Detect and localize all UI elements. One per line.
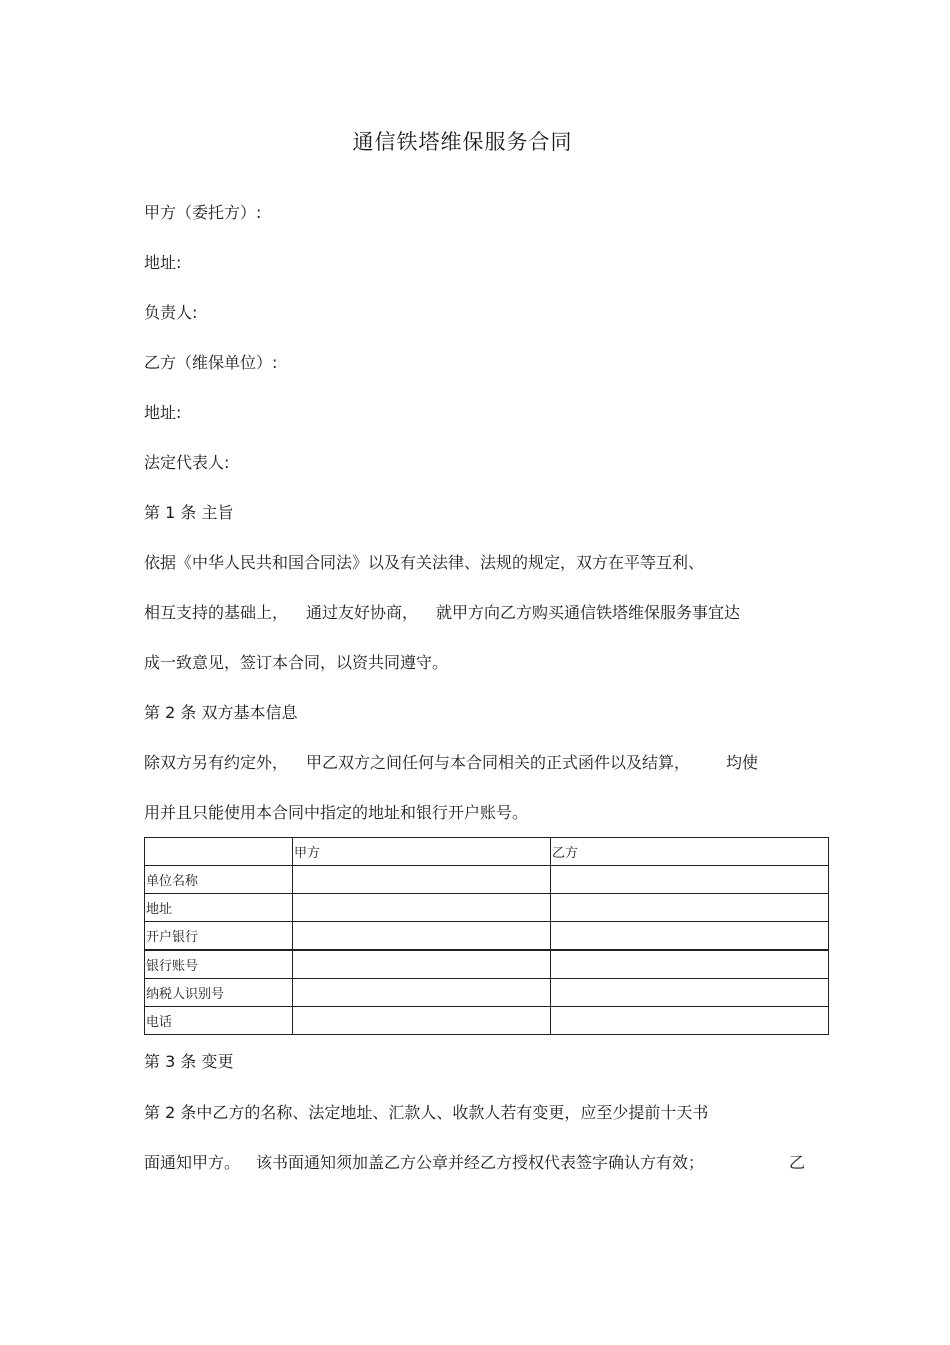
article-3-line-2-seg-1: 面通知甲方。 — [144, 1153, 241, 1172]
party-info-table — [144, 837, 829, 1035]
table-row-label: 纳税人识别号 — [145, 979, 293, 1007]
table-cell — [551, 1007, 829, 1035]
article-3-line-2 — [144, 1151, 844, 1175]
table-cell — [551, 950, 829, 979]
article-2-line-1 — [144, 751, 758, 775]
article-2-line-2: 用并且只能使用本合同中指定的地址和银行开户账号。 — [144, 803, 529, 822]
table-row-label: 单位名称 — [145, 866, 293, 894]
table-header-party-b: 乙方 — [551, 838, 829, 866]
article-2-line-1-seg-1: 除双方另有约定外， — [144, 753, 289, 772]
table-row — [145, 894, 829, 922]
table-header-row — [145, 838, 829, 866]
article-2-heading: 第 2 条 双方基本信息 — [144, 703, 298, 722]
party-a-person-label: 负责人: — [144, 303, 198, 322]
article-3-line-1: 第 2 条中乙方的名称、法定地址、汇款人、收款人若有变更，应至少提前十天书 — [144, 1103, 709, 1122]
table-row — [145, 922, 829, 951]
article-1-line-1: 依据《中华人民共和国合同法》以及有关法律、法规的规定，双方在平等互利、 — [144, 553, 705, 572]
article-1-line-2-seg-2: 通过友好协商， — [306, 603, 419, 622]
table-cell — [551, 979, 829, 1007]
article-3-heading: 第 3 条 变更 — [144, 1052, 234, 1071]
table-row — [145, 1007, 829, 1035]
table-row — [145, 866, 829, 894]
party-a-address-label: 地址: — [144, 253, 182, 272]
table-header-party-a: 甲方 — [293, 838, 551, 866]
table-cell — [551, 922, 829, 951]
party-b-label: 乙方（维保单位）: — [144, 353, 278, 372]
table-cell — [293, 1007, 551, 1035]
table-row-label: 地址 — [145, 894, 293, 922]
article-1-line-2 — [144, 601, 740, 625]
table-cell — [551, 866, 829, 894]
article-1-line-3: 成一致意见，签订本合同，以资共同遵守。 — [144, 653, 449, 672]
article-1-line-2-seg-1: 相互支持的基础上， — [144, 603, 289, 622]
table-cell — [293, 979, 551, 1007]
table-cell — [551, 894, 829, 922]
party-a-label: 甲方（委托方）: — [144, 203, 262, 222]
article-3-line-2-seg-3: 乙 — [789, 1153, 806, 1172]
table-row-label: 电话 — [145, 1007, 293, 1035]
article-3-line-2-seg-2: 该书面通知须加盖乙方公章并经乙方授权代表签字确认方有效； — [256, 1153, 705, 1172]
article-2-line-1-seg-2: 甲乙双方之间任何与本合同相关的正式函件以及结算， — [306, 753, 691, 772]
table-row — [145, 950, 829, 979]
table-cell — [293, 922, 551, 951]
article-1-line-2-seg-3: 就甲方向乙方购买通信铁塔维保服务事宜达 — [436, 603, 741, 622]
article-2-line-1-seg-3: 均使 — [726, 753, 759, 772]
document-title: 通信铁塔维保服务合同 — [352, 130, 573, 154]
table-header-empty — [145, 838, 293, 866]
party-b-address-label: 地址: — [144, 403, 182, 422]
table-cell — [293, 894, 551, 922]
table-row-label: 开户银行 — [145, 922, 293, 951]
table-cell — [293, 866, 551, 894]
table-row-label: 银行账号 — [145, 950, 293, 979]
table-cell — [293, 950, 551, 979]
table-row — [145, 979, 829, 1007]
article-1-heading: 第 1 条 主旨 — [144, 503, 234, 522]
party-b-rep-label: 法定代表人: — [144, 453, 230, 472]
